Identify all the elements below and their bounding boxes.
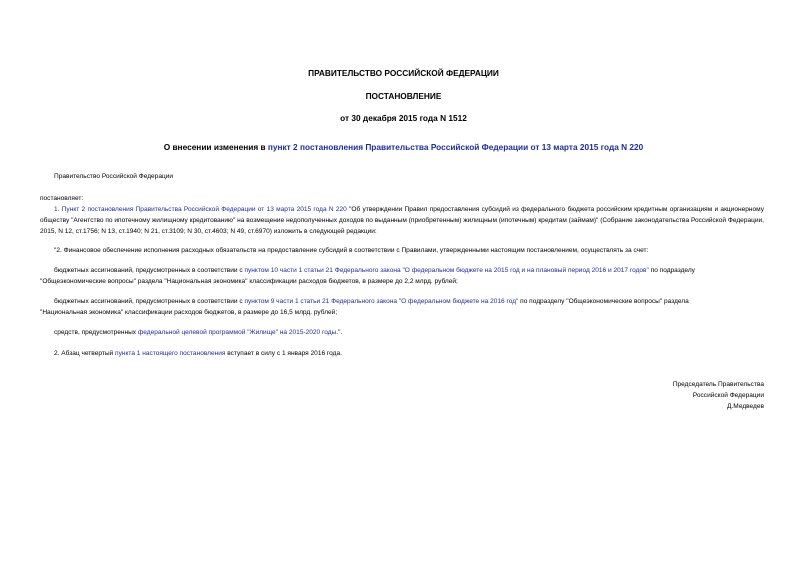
p3-law-link[interactable]: пунктом 10 части 1 статьи 21 Федерального закона "О федеральном бюджете на 2015 год и на плановый период 2016 и 2017 годов" — [244, 267, 649, 274]
paragraph-5 — [54, 327, 342, 338]
p1-decree-link[interactable]: 1. Пункт 2 постановления Правительства Российской Федерации от 13 марта 2015 года N 220 — [54, 206, 347, 213]
org-heading: ПРАВИТЕЛЬСТВО РОССИЙСКОЙ ФЕДЕРАЦИИ — [308, 68, 499, 78]
p6-post-text: вступает в силу с 1 января 2016 года. — [225, 350, 342, 357]
paragraph-2: "2. Финансовое обеспечение исполнения расходных обязательств на предоставление субсидий в соответствии с Правилами, утвержденными настоящим постановлением, осуществлять за счет: — [54, 247, 649, 254]
date-number-heading: от 30 декабря 2015 года N 1512 — [340, 113, 467, 123]
p4-law-link[interactable]: пунктом 9 части 1 статьи 21 Федерального закона "О федеральном бюджете на 2016 год" — [244, 298, 519, 305]
title-amended-decree-link[interactable]: пункт 2 постановления Правительства Российской Федерации от 13 марта 2015 года N 220 — [267, 142, 644, 152]
p4-post-text: по подразделу "Общеэкономические вопросы" раздела — [518, 298, 689, 305]
paragraph-1 — [40, 204, 764, 237]
doc-type-heading: ПОСТАНОВЛЕНИЕ — [365, 91, 442, 101]
p4-pre-text: бюджетных ассигнований, предусмотренных в соответствии с — [54, 298, 245, 305]
p6-pre-text: 2. Абзац четвертый — [54, 350, 116, 357]
p3-pre-text: бюджетных ассигнований, предусмотренных в соответствии с — [54, 267, 245, 274]
p1-decree-title: "Об утверждении Правил предоставления субсидий из федерального бюджета российским кредитным организациям и акционерному обществу "Агентство по ипотечному жилищному кредитованию" на возмещение недополученных доходов по выданным (приобретенным) жилищным (ипотечным) кредитам (займам)" — [40, 206, 764, 224]
title-prefix: О внесении изменения в — [163, 142, 268, 152]
document-title — [0, 142, 807, 152]
p6-clause-link[interactable]: пункта 1 настоящего постановления — [115, 350, 226, 357]
p3-post-text: по подразделу — [648, 267, 695, 274]
paragraph-4-line1 — [54, 296, 689, 307]
paragraph-4-line2: "Национальная экономика" классификации расходов бюджетов, в размере до 16,5 млрд. рублей; — [40, 309, 338, 316]
p1-sources-text: (Собрание законодательства Российской Федерации, 2015, N 12, ст.1756; N 13, ст.1940; N 21, ст.3109; N 30, ст.4603; N 49, ст.6970) изложить в следующей редакции: — [40, 217, 764, 235]
signature-position: Председатель Правительства — [672, 381, 764, 388]
decrees-text: постановляет: — [40, 195, 84, 202]
paragraph-3-line1 — [54, 265, 695, 276]
paragraph-6 — [54, 348, 342, 359]
p5-pre-text: средств, предусмотренных — [54, 329, 138, 336]
issuer-text: Правительство Российской Федерации — [54, 173, 174, 180]
paragraph-3-line2: "Общеэкономические вопросы" раздела "Национальная экономика" классификации расходов бюджетов, в размере до 2,2 млрд. рублей; — [40, 278, 458, 285]
p5-program-link[interactable]: федеральной целевой программой "Жилище" на 2015-2020 годы — [137, 329, 337, 336]
signature-federation: Российской Федерации — [692, 392, 764, 399]
signature-name: Д.Медведев — [727, 403, 764, 410]
p5-post-text: .". — [336, 329, 343, 336]
